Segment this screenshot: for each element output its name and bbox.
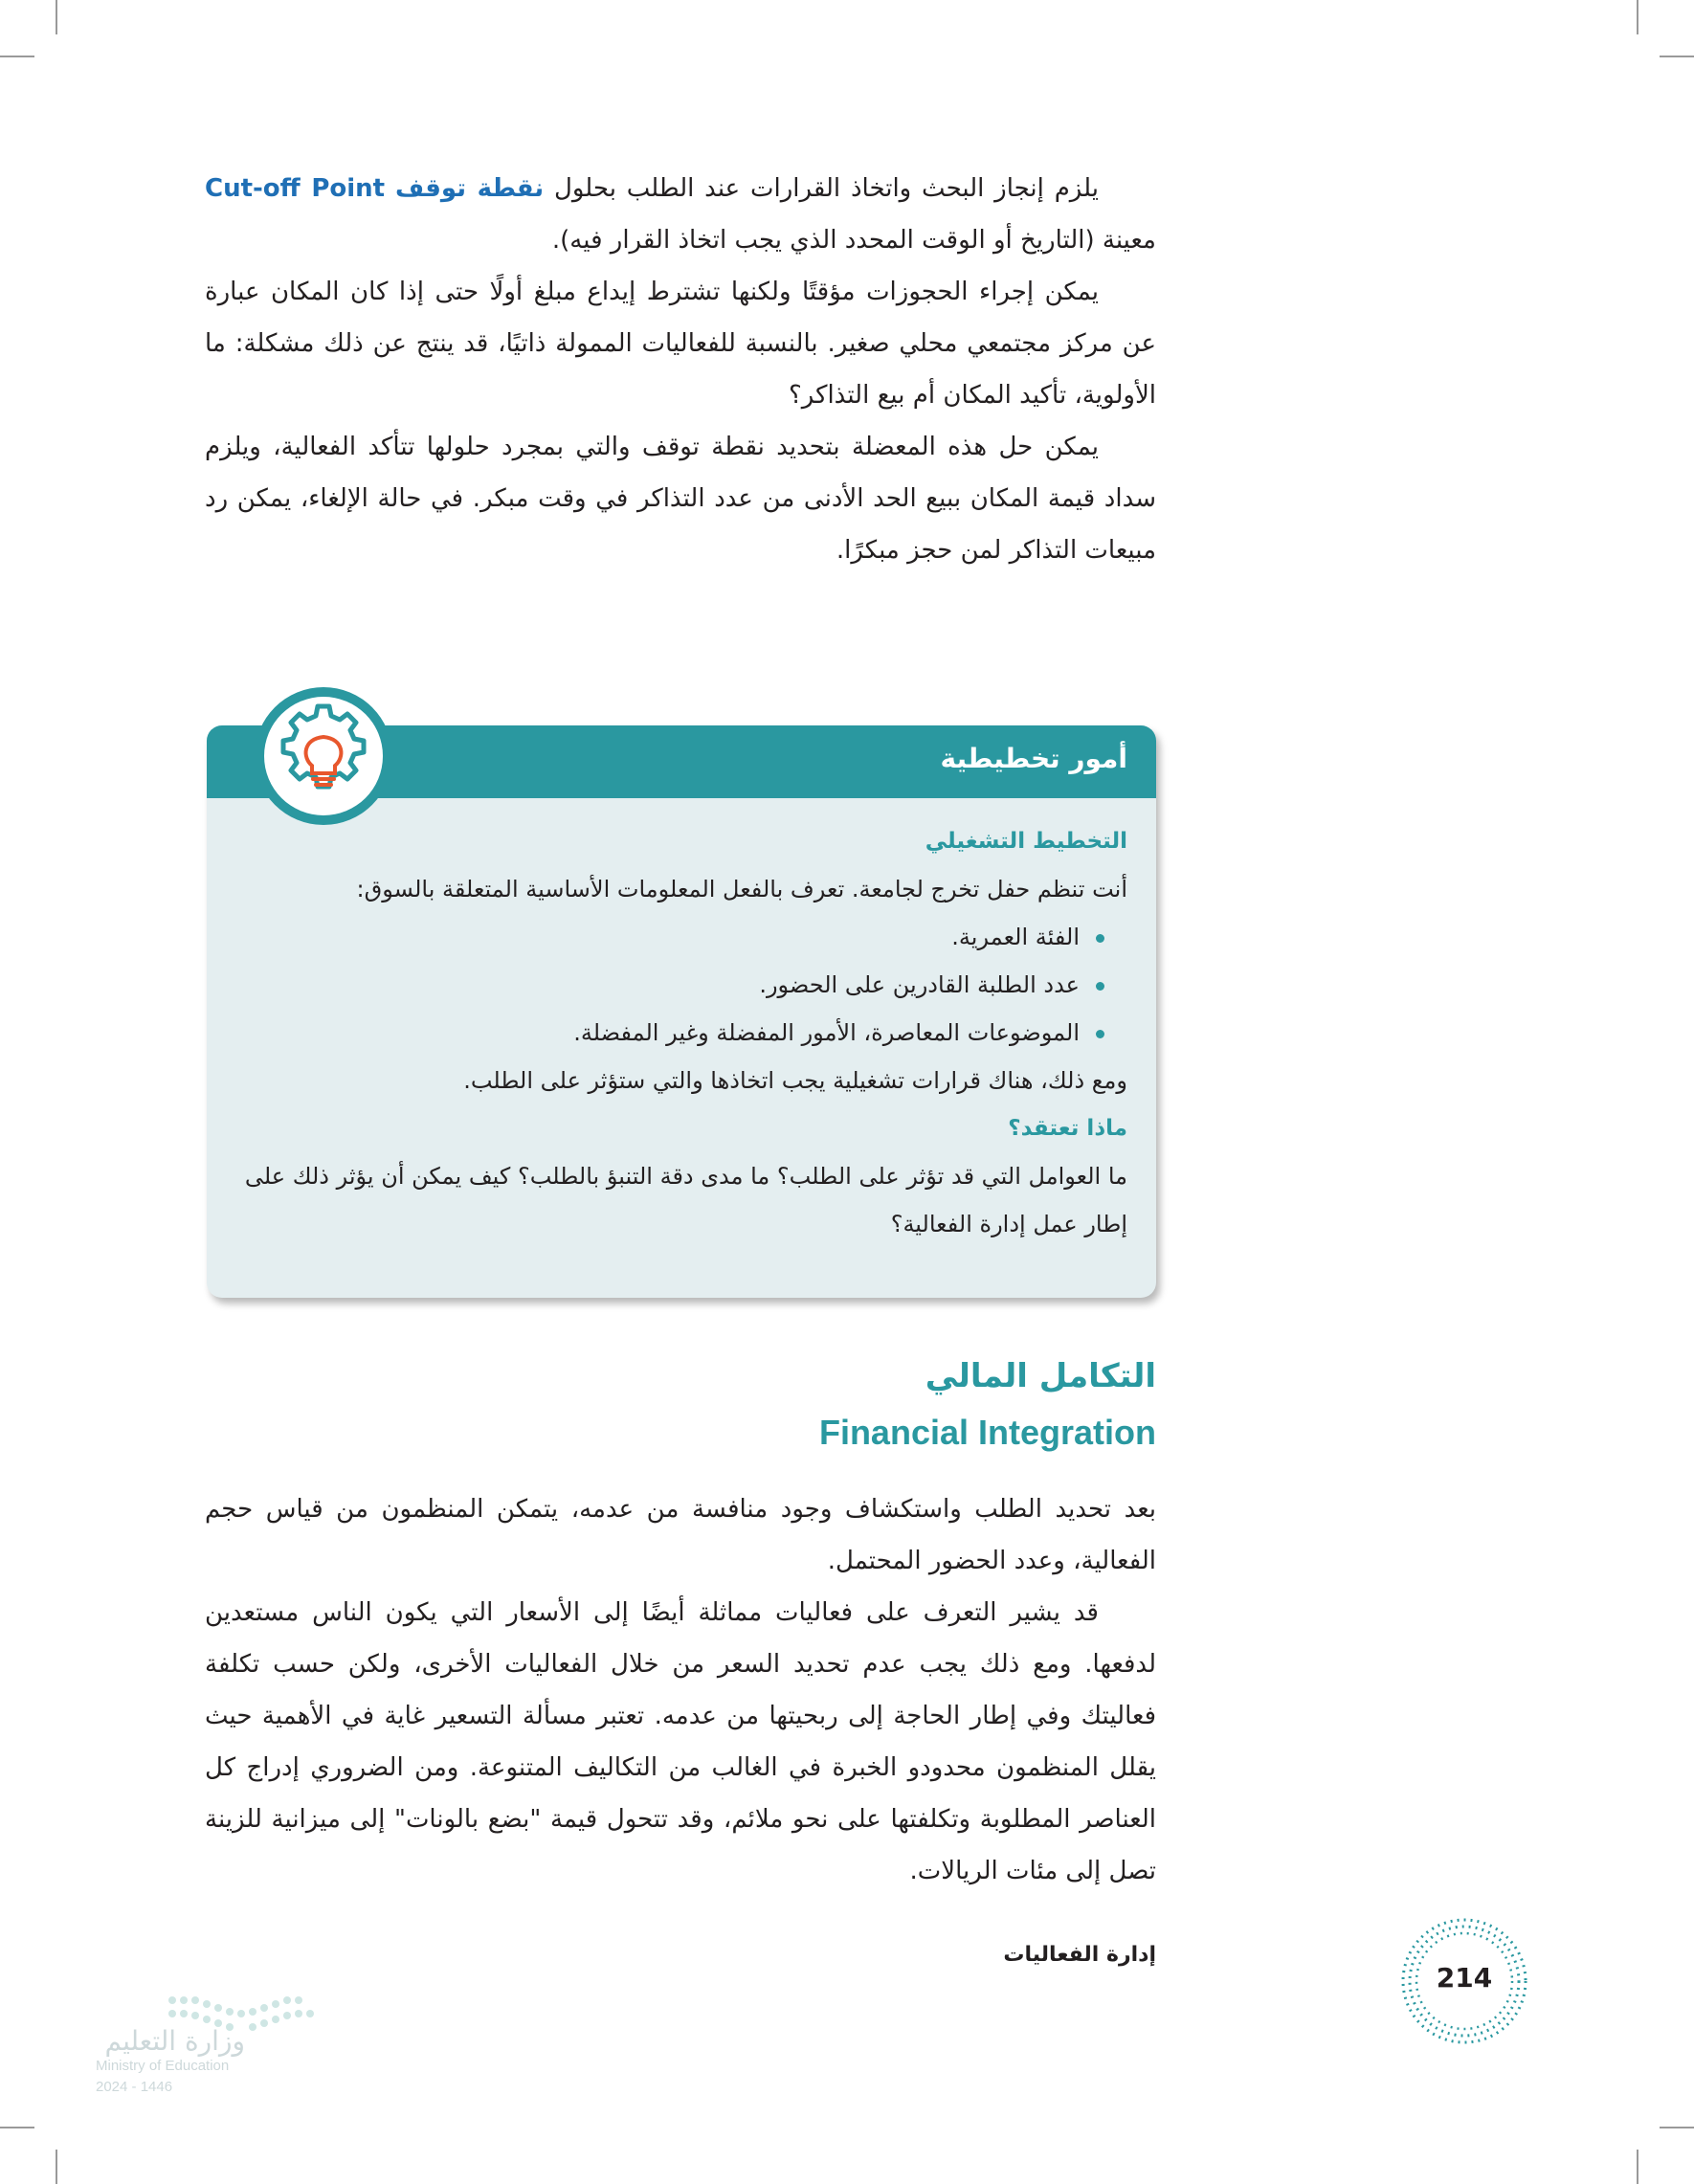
section-title-arabic: التكامل المالي — [925, 1357, 1156, 1395]
planning-callout-box — [207, 725, 1156, 1298]
term-arabic: نقطة توقف — [394, 174, 545, 203]
ministry-year: 2024 - 1446 — [96, 2079, 173, 2095]
intro-text — [205, 163, 1156, 576]
term-english: Cut-off Point — [205, 174, 386, 203]
intro-p1-text-end: معينة (التاريخ أو الوقت المحدد الذي يجب اتخاذ القرار فيه). — [551, 226, 1156, 255]
ministry-name-english: Ministry of Education — [96, 2058, 230, 2074]
section-text — [205, 1483, 1156, 1897]
intro-paragraph-3: يمكن حل هذه المعضلة بتحديد نقطة توقف والتي بمجرد حلولها تتأكد الفعالية، ويلزم سداد قيمة المكان ببيع الحد الأدنى من عدد التذاكر في وقت مبكر. في حالة الإلغاء، يمكن رد مبيعات التذاكر لمن حجز مبكرًا. — [205, 433, 1156, 565]
crop-mark — [56, 2150, 57, 2184]
ministry-name-arabic: وزارة التعليم — [104, 2025, 245, 2057]
bullet-item: الفئة العمرية. — [237, 913, 1104, 961]
crop-mark — [1637, 0, 1638, 34]
gear-lightbulb-icon — [253, 685, 394, 827]
section-paragraph-2: قد يشير التعرف على فعاليات مماثلة أيضًا إلى الأسعار التي يكون الناس مستعدين لدفعها. ومع ذلك يجب عدم تحديد السعر من خلال الفعاليات الأخرى، ولكن حسب تكلفة فعاليتك وفي إطار الحاجة إلى ربحيتها من عدمه. تعتبر مسألة التسعير غاية في الأهمية حيث يقلل المنظمون محدودو الخبرة في الغالب من التكاليف المتنوعة. ومن الضروري إدراج كل العناصر المطلوبة وتكلفتها على نحو ملائم، وقد تتحول قيمة "بضع بالونات" إلى ميزانية للزينة تصل إلى مئات الريالات. — [205, 1598, 1156, 1885]
callout-question-heading: ماذا تعتقد؟ — [1008, 1116, 1127, 1141]
intro-p1-text: يلزم إنجاز البحث واتخاذ القرارات عند الطلب بحلول — [544, 174, 1099, 203]
book-title: إدارة الفعاليات — [1003, 1943, 1156, 1967]
bullet-item: الموضوعات المعاصرة، الأمور المفضلة وغير المفضلة. — [237, 1009, 1104, 1057]
crop-mark — [0, 2127, 34, 2128]
crop-mark — [1660, 56, 1694, 57]
section-title-english: Financial Integration — [818, 1413, 1156, 1452]
bullet-item: عدد الطلبة القادرين على الحضور. — [237, 961, 1104, 1009]
callout-question: ما العوامل التي قد تؤثر على الطلب؟ ما مدى دقة التنبؤ بالطلب؟ كيف يمكن أن يؤثر ذلك على إطار عمل إدارة الفعالية؟ — [244, 1163, 1127, 1237]
callout-bullet-list — [237, 913, 1127, 1057]
intro-paragraph-1 — [205, 163, 1156, 266]
section-paragraph-1: بعد تحديد الطلب واستكشاف وجود منافسة من عدمه، يتمكن المنظمون من قياس حجم الفعالية، وعدد الحضور المحتمل. — [205, 1495, 1156, 1575]
callout-body — [237, 817, 1127, 1248]
crop-mark — [1637, 2150, 1638, 2184]
intro-paragraph-2: يمكن إجراء الحجوزات مؤقتًا ولكنها تشترط إيداع مبلغ أولًا حتى إذا كان المكان عبارة عن مركز مجتمعي محلي صغير. بالنسبة للفعاليات الممولة ذاتيًا، قد ينتج عن ذلك مشكلة: ما الأولوية، تأكيد المكان أم بيع التذاكر؟ — [205, 278, 1156, 410]
callout-subheading: التخطيط التشغيلي — [925, 829, 1127, 854]
callout-lead: أنت تنظم حفل تخرج لجامعة. تعرف بالفعل المعلومات الأساسية المتعلقة بالسوق: — [356, 876, 1127, 903]
page-number: 214 — [1436, 1962, 1493, 1994]
crop-mark — [0, 56, 34, 57]
crop-mark — [1660, 2127, 1694, 2128]
callout-after-text: ومع ذلك، هناك قرارات تشغيلية يجب اتخاذها والتي ستؤثر على الطلب. — [463, 1067, 1127, 1094]
callout-title: أمور تخطيطية — [940, 743, 1127, 774]
crop-mark — [56, 0, 57, 34]
